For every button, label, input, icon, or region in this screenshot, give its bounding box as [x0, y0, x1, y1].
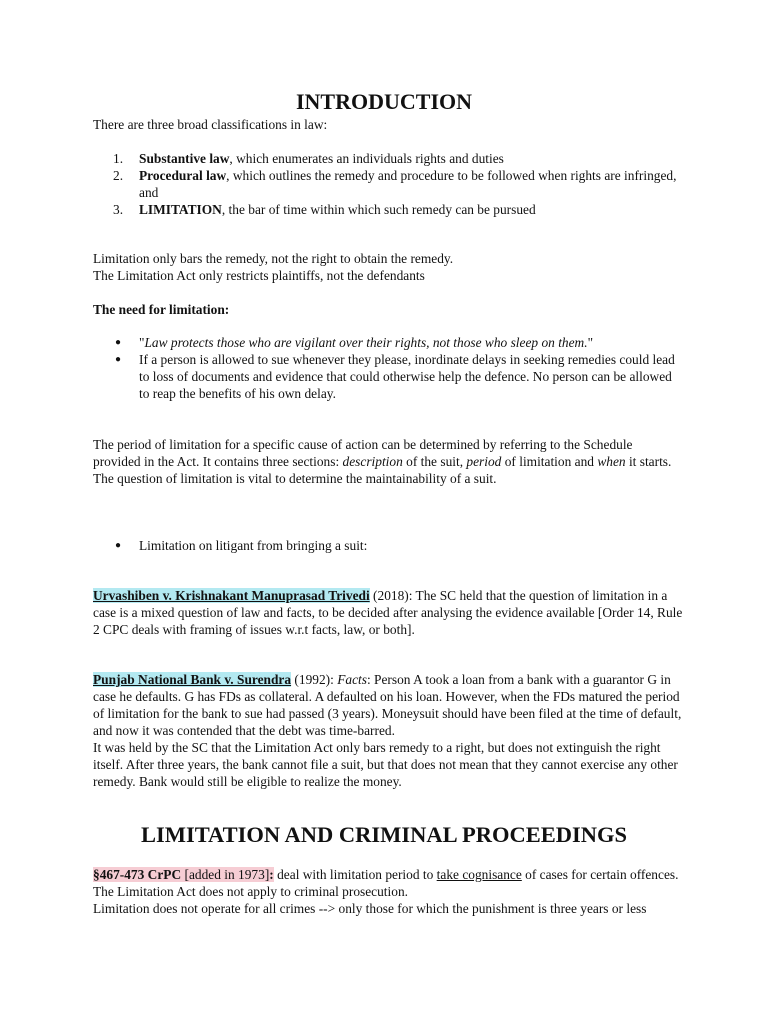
crpc-text: of cases for certain offences. The Limitation Act does not apply to criminal prosecution.	[93, 867, 679, 899]
list-item	[93, 167, 683, 201]
need-bullet-list	[93, 334, 683, 402]
list-item-text: Limitation on litigant from bringing a suit:	[139, 538, 368, 553]
quote-mark: "	[139, 335, 145, 350]
heading-criminal-proceedings: LIMITATION AND CRIMINAL PROCEEDINGS	[140, 822, 628, 847]
case-name: Punjab National Bank v. Surendra	[93, 672, 292, 687]
criminal-paragraph	[93, 866, 683, 917]
case-year: (1992):	[291, 672, 338, 687]
case-urvashiben	[93, 587, 683, 638]
list-item	[93, 537, 683, 554]
cognisance-term: take cognisance	[436, 867, 522, 882]
limitation-notes	[93, 250, 683, 284]
criminal-note: Limitation does not operate for all crimes --> only those for which the punishment is three years or less	[93, 901, 647, 916]
list-number: 3.	[113, 202, 124, 217]
period-emphasis: when	[597, 454, 626, 469]
list-item	[93, 150, 683, 167]
case-text: (2018): The SC held that the question of limitation in a case is a mixed question of law and facts, to be decided after analysing the evidence available [Order 14, Rule 2 CPC deals with framing of issues w.r.t facts, law, or both].	[93, 588, 683, 637]
added-note: [added in 1973]	[184, 867, 270, 882]
intro-lead: There are three broad classifications in law:	[93, 117, 328, 132]
list-item	[93, 334, 683, 351]
period-text: it starts. The question of limitation is vital to determine the maintainability of a suit.	[93, 454, 672, 486]
litigant-bullet-list	[93, 537, 683, 554]
list-item-term: Procedural law	[139, 168, 227, 183]
list-item	[93, 351, 683, 402]
note-line: The Limitation Act only restricts plaintiffs, not the defendants	[93, 268, 425, 283]
facts-label: Facts	[337, 672, 367, 687]
bullet-icon: ●	[115, 540, 122, 551]
list-item-term: Substantive law	[139, 151, 230, 166]
section-colon: :	[269, 867, 274, 882]
list-number: 1.	[113, 151, 124, 166]
case-name: Urvashiben v. Krishnakant Manuprasad Trivedi	[93, 588, 370, 603]
quote-mark: "	[587, 335, 594, 350]
case-text: : Person A took a loan from a bank with a guarantor G in case he defaults. G has FDs as collateral. A defaulted on his loan. However, when the FDs matured the period of limitation for the bank to sue had passed (3 years). Moneysuit should have been filed at the time of default, and now it was contended that the debt was time-barred.	[93, 672, 682, 738]
list-item-text: , the bar of time within which such remedy can be pursued	[221, 202, 536, 217]
heading-introduction: INTRODUCTION	[295, 89, 473, 114]
list-number: 2.	[113, 168, 124, 183]
period-emphasis: description	[342, 454, 403, 469]
list-item-text: , which outlines the remedy and procedure to be followed when rights are infringed, and	[139, 168, 677, 200]
case-facts	[93, 671, 683, 739]
period-emphasis: period	[466, 454, 502, 469]
period-paragraph	[93, 436, 683, 487]
section-gap	[181, 867, 184, 882]
case-holding: It was held by the SC that the Limitation Act only bars remedy to a right, but does not extinguish the right itself. After three years, the bank cannot file a suit, but that does not mean that they cannot exercise any other remedy. Bank would still be eligible to realize the money.	[93, 740, 678, 789]
bullet-icon: ●	[115, 337, 122, 348]
classification-list	[93, 150, 683, 218]
period-text: The period of limitation for a specific cause of action can be determined by referring to the Schedule provided in the Act. It contains three sections:	[93, 437, 633, 469]
list-item-text: If a person is allowed to sue whenever they please, inordinate delays in seeking remedies could lead to loss of documents and evidence that could otherwise help the defence. No person can be allowed to reap the benefits of his own delay.	[139, 352, 675, 401]
note-line: Limitation only bars the remedy, not the right to obtain the remedy.	[93, 251, 454, 266]
section-reference: §467-473 CrPC	[93, 867, 182, 882]
list-item	[93, 201, 683, 218]
maxim-quote: Law protects those who are vigilant over their rights, not those who sleep on them.	[144, 335, 588, 350]
bullet-icon: ●	[115, 354, 122, 365]
list-item-term: LIMITATION	[139, 202, 222, 217]
list-item-text: , which enumerates an individuals rights and duties	[229, 151, 504, 166]
crpc-line	[93, 866, 683, 900]
case-punjab	[93, 671, 683, 790]
crpc-text: deal with limitation period to	[273, 867, 437, 882]
period-text: of limitation and	[501, 454, 598, 469]
period-text: of the suit,	[402, 454, 467, 469]
need-heading: The need for limitation:	[93, 302, 230, 317]
